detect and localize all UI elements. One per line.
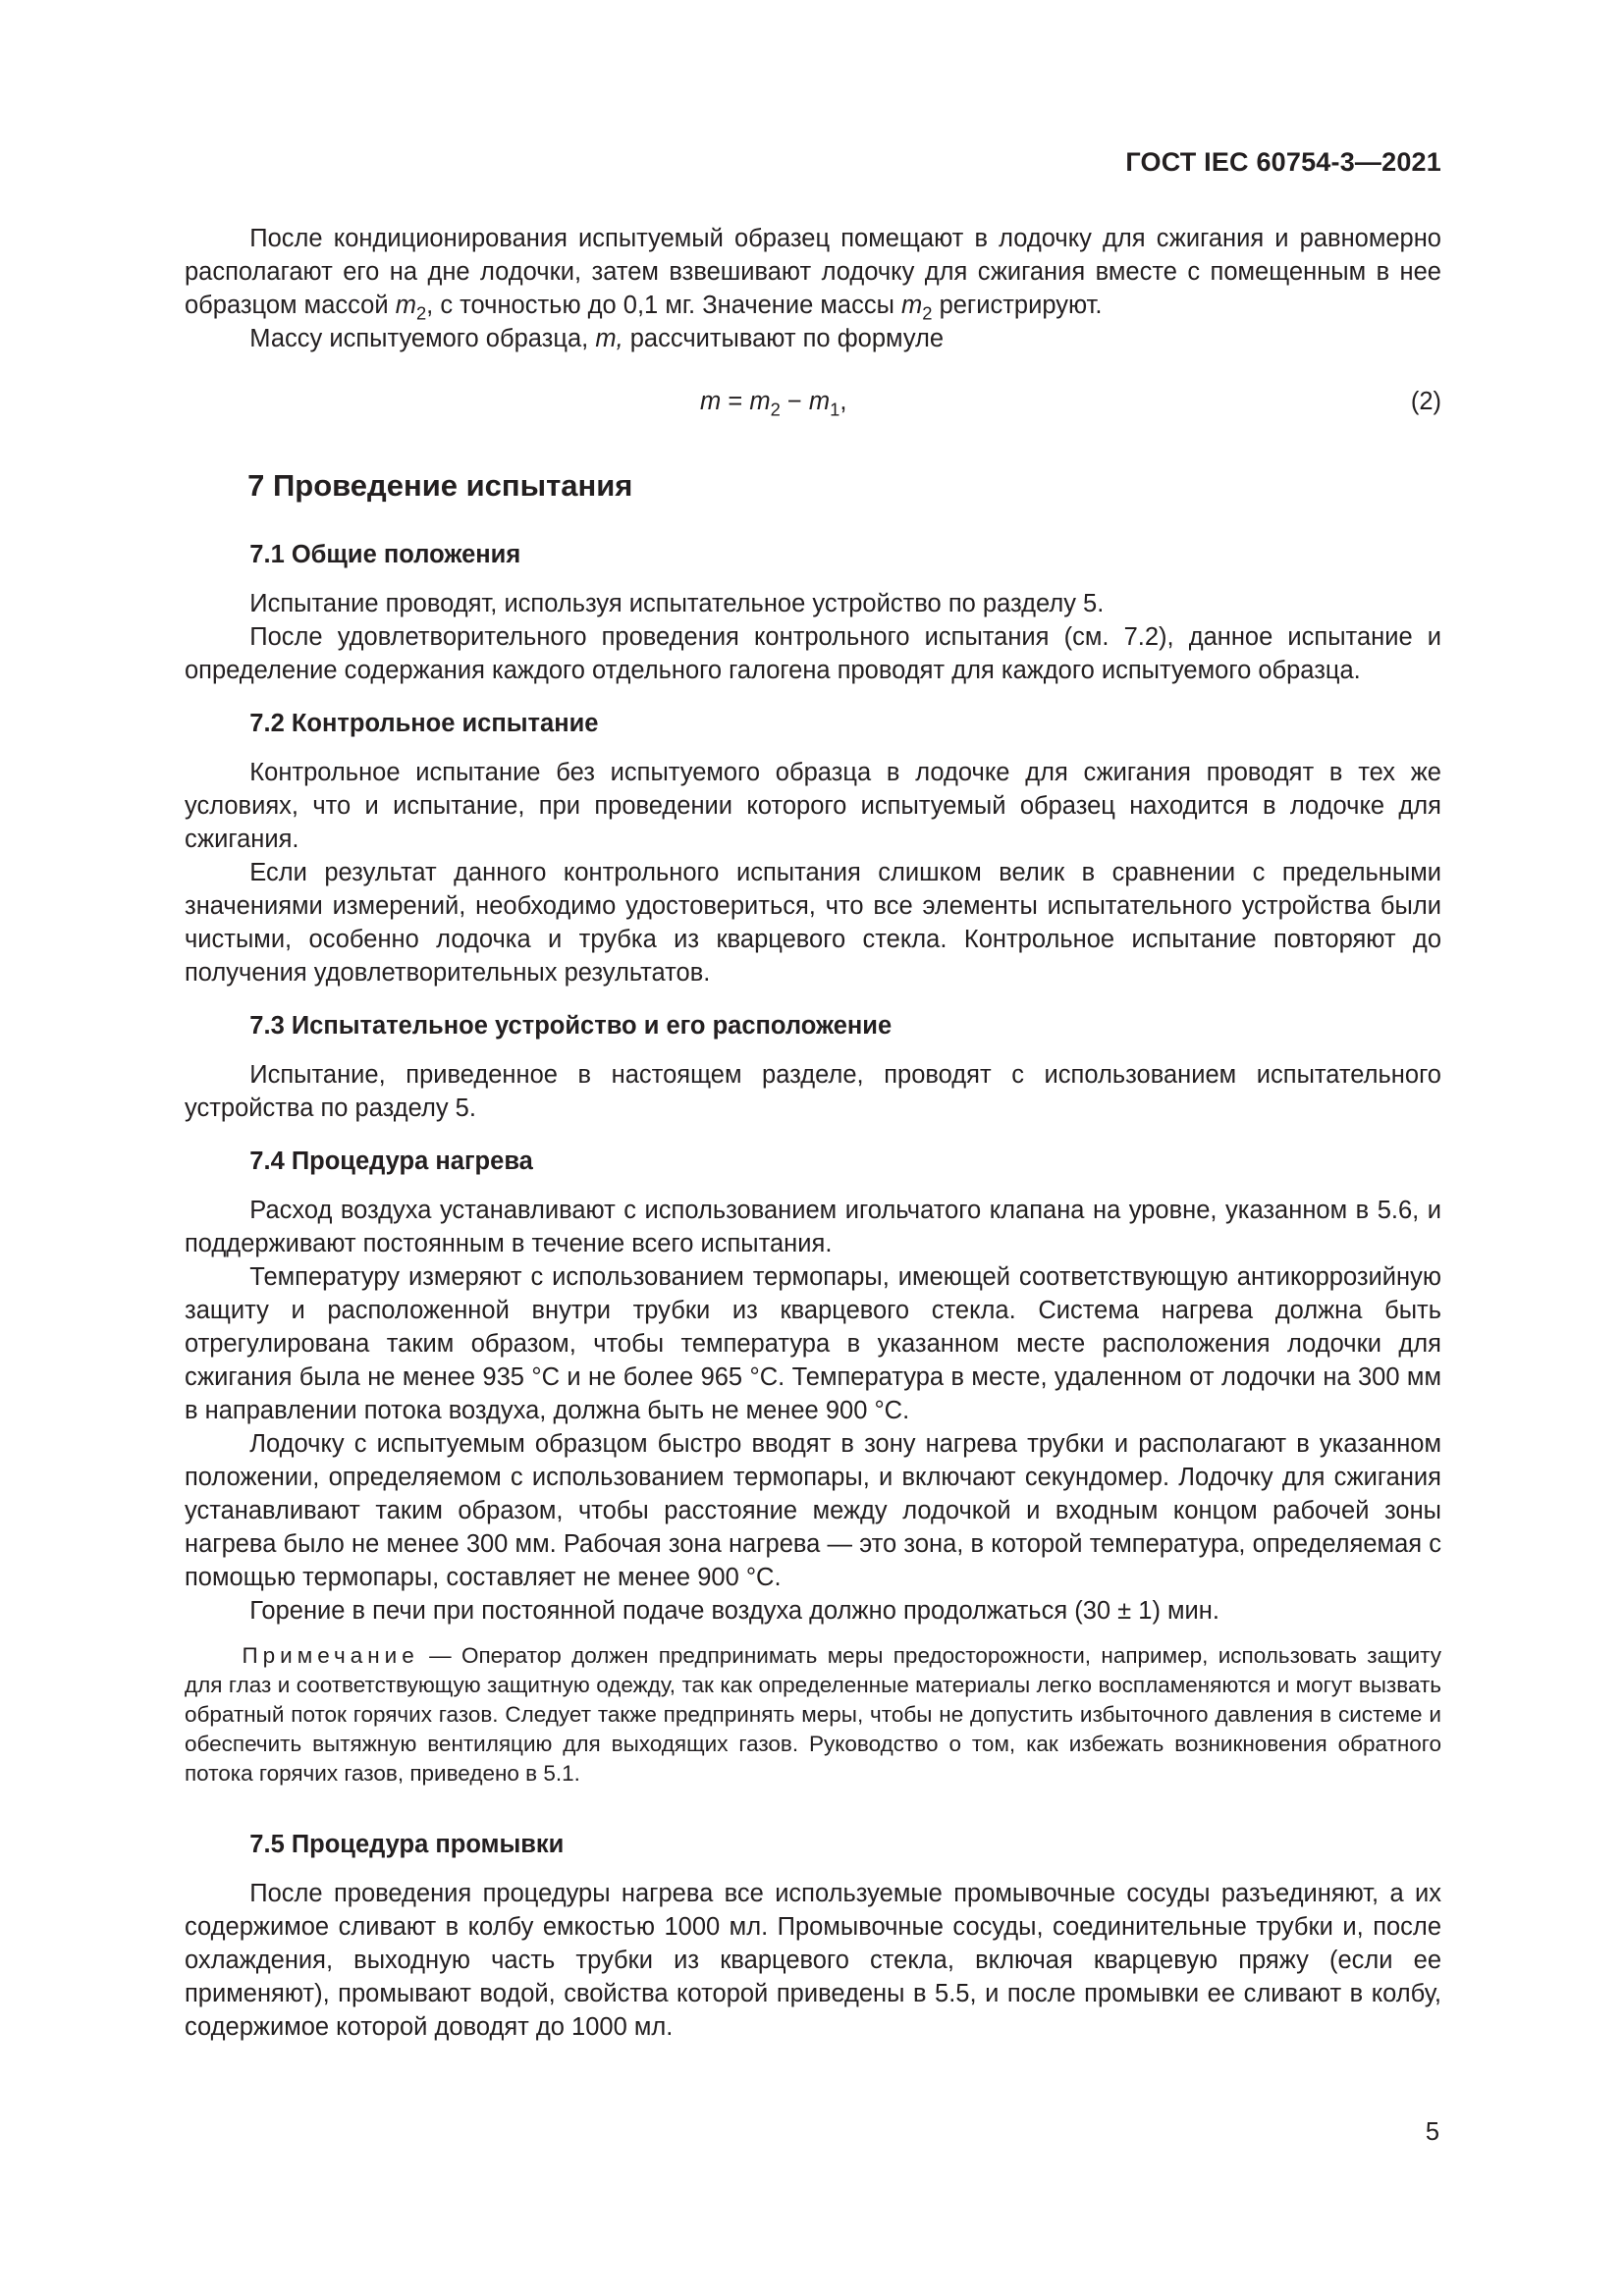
intro-text: После кондиционирования испытуемый образец помещают в лодочку для сжигания и равномерно располагают его на дне лодочки, затем взвешивают лодочку для сжигания вместе с помещенным в нее образцом массой xyxy=(185,225,1441,319)
section-7-2-paragraph: Если результат данного контрольного испытания слишком велик в сравнении с предельными значениями измерений, необходимо удостовериться, что все элементы испытательного устройства были чистыми, особенно лодочка и трубка из кварцевого стекла. Контрольное испытание повторяют до получения удовлетворительных результатов. xyxy=(185,859,1441,987)
subscript: 1 xyxy=(830,399,840,420)
section-7-3-paragraph: Испытание, приведенное в настоящем разделе, проводят с использованием испытательного устройства по разделу 5. xyxy=(185,1061,1441,1122)
intro-text: регистрируют. xyxy=(932,292,1103,319)
intro-text: рассчитывают по формуле xyxy=(623,325,945,352)
variable-m: m xyxy=(395,292,416,319)
formula-equals: = xyxy=(721,388,750,415)
section-7-1-title: 7.1 Общие положения xyxy=(249,541,521,568)
intro-paragraph-1 xyxy=(185,222,1441,322)
page-number: 5 xyxy=(1425,2118,1439,2146)
subscript: 2 xyxy=(770,399,781,420)
section-7-5-title: 7.5 Процедура промывки xyxy=(249,1831,565,1858)
section-7-title: 7 Проведение испытания xyxy=(247,468,633,503)
variable-m: m xyxy=(901,292,923,319)
note-text: — Оператор должен предпринимать меры предосторожности, например, использовать защиту для глаз и соответствующую защитную одежду, так как определенные материалы легко воспламеняются и могут вызвать обратный поток горячих газов. Следует также предпринять меры, чтобы не допустить избыточного давления в системе и обеспечить вытяжную вентиляцию для выходящих газов. Руководство о том, как избежать возникновения обратного потока горячих газов, приведено в 5.1. xyxy=(185,1643,1441,1786)
intro-paragraph-2 xyxy=(185,322,1441,355)
section-7-1-paragraph: После удовлетворительного проведения контрольного испытания (см. 7.2), данное испытание и определение содержания каждого отдельного галогена проводят для каждого испытуемого образца. xyxy=(185,623,1441,684)
note xyxy=(185,1641,1441,1789)
document-header: ГОСТ IEC 60754-3—2021 xyxy=(1125,147,1441,177)
section-7-5-paragraph: После проведения процедуры нагрева все используемые промывочные сосуды разъединяют, а их содержимое сливают в колбу емкостью 1000 мл. Промывочные сосуды, соединительные трубки и, после охлаждения, выходную часть трубки из кварцевого стекла, включая кварцевую пряжу (если ее применяют), промывают водой, свойства которой приведены в 5.5, и после промывки ее сливают в колбу, содержимое которой доводят до 1000 мл. xyxy=(185,1880,1441,2041)
section-7-4-paragraph: Расход воздуха устанавливают с использованием игольчатого клапана на уровне, указанном в 5.6, и поддерживают постоянным в течение всего испытания. xyxy=(185,1197,1441,1257)
note-label: Примечание xyxy=(242,1643,419,1668)
page-content xyxy=(185,222,1441,2044)
formula-number: (2) xyxy=(1410,388,1441,415)
formula-2 xyxy=(185,385,1441,418)
intro-text: Массу испытуемого образца, xyxy=(249,325,596,352)
section-7-4-title: 7.4 Процедура нагрева xyxy=(249,1148,533,1175)
formula-comma: , xyxy=(839,388,847,415)
formula-expression xyxy=(700,385,846,418)
section-7-2-title: 7.2 Контрольное испытание xyxy=(249,710,599,737)
variable-m: m, xyxy=(595,325,623,352)
section-7-3-title: 7.3 Испытательное устройство и его расположение xyxy=(249,1012,893,1040)
section-7-4-paragraph: Горение в печи при постоянной подаче воздуха должно продолжаться (30 ± 1) мин. xyxy=(249,1597,1219,1625)
section-7-4-paragraph: Температуру измеряют с использованием термопары, имеющей соответствующую антикоррозийную защиту и расположенной внутри трубки из кварцевого стекла. Система нагрева должна быть отрегулирована таким образом, чтобы температура в указанном месте расположения лодочки для сжигания была не менее 935 °C и не более 965 °C. Температура в месте, удаленном от лодочки на 300 мм в направлении потока воздуха, должна быть не менее 900 °C. xyxy=(185,1263,1441,1424)
section-7-1-paragraph: Испытание проводят, используя испытательное устройство по разделу 5. xyxy=(249,590,1105,617)
formula-m2: m xyxy=(749,388,771,415)
section-7-2-paragraph: Контрольное испытание без испытуемого образца в лодочке для сжигания проводят в тех же условиях, что и испытание, при проведении которого испытуемый образец находится в лодочке для сжигания. xyxy=(185,759,1441,853)
formula-lhs: m xyxy=(700,388,722,415)
section-7-4-paragraph: Лодочку с испытуемым образцом быстро вводят в зону нагрева трубки и располагают в указанном положении, определяемом с использованием термопары, и включают секундомер. Лодочку для сжигания устанавливают таким образом, чтобы расстояние между лодочкой и входным концом рабочей зоны нагрева было не менее 300 мм. Рабочая зона нагрева — это зона, в которой температура, определяемая с помощью термопары, составляет не менее 900 °C. xyxy=(185,1430,1441,1591)
formula-minus: − xyxy=(780,388,809,415)
subscript: 2 xyxy=(415,302,427,324)
subscript: 2 xyxy=(922,302,933,324)
intro-text: , с точностью до 0,1 мг. Значение массы xyxy=(426,292,902,319)
formula-m1: m xyxy=(808,388,831,415)
